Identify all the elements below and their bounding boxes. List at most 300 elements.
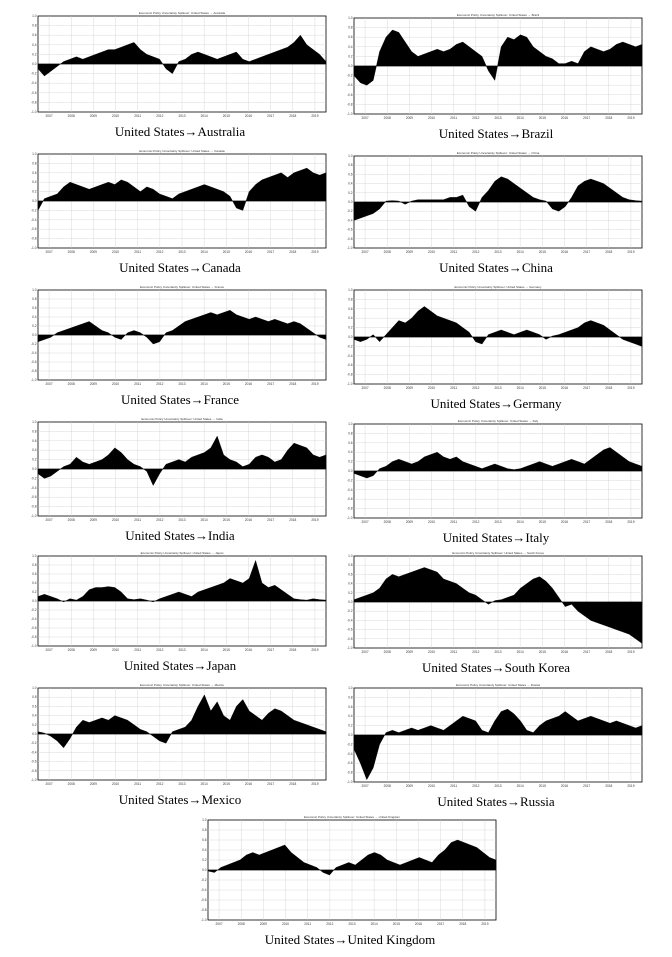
caption-australia [30, 124, 330, 140]
y-tick-label: 0.4 [348, 316, 353, 321]
x-tick-label: 2016 [560, 650, 569, 654]
y-tick-label: -0.2 [31, 608, 37, 612]
y-tick-label: 0.2 [32, 590, 37, 594]
y-tick-label: -0.4 [347, 218, 353, 223]
x-tick-label: 2007 [361, 784, 369, 788]
y-tick-label: -0.4 [31, 81, 37, 86]
x-tick-label: 2011 [450, 116, 458, 120]
x-tick-label: 2010 [427, 386, 436, 390]
y-tick-label: 0.6 [32, 33, 37, 38]
x-tick-label: 2012 [472, 250, 480, 254]
x-tick-label: 2016 [244, 648, 253, 652]
chart-title: Economic Policy Uncertainty Spillover: United States → India [141, 417, 223, 421]
x-tick-label: 2016 [244, 382, 253, 386]
x-tick-label: 2013 [494, 116, 502, 120]
y-tick-label: -1.0 [31, 778, 37, 782]
caption-source: United States [421, 660, 492, 675]
x-tick-label: 2015 [222, 382, 230, 386]
y-tick-label: 0.0 [202, 868, 207, 872]
x-tick-label: 2014 [516, 250, 524, 254]
x-tick-label: 2011 [450, 250, 458, 254]
x-tick-label: 2017 [583, 520, 591, 524]
y-tick-label: 0.6 [202, 838, 207, 842]
x-tick-label: 2011 [450, 650, 458, 654]
x-tick-label: 2010 [427, 650, 436, 654]
caption-target: India [207, 528, 235, 543]
y-tick-label: -0.6 [347, 497, 353, 502]
x-tick-label: 2009 [405, 650, 413, 654]
x-tick-label: 2012 [156, 114, 164, 118]
y-tick-label: 1.0 [348, 16, 353, 20]
y-tick-label: -0.4 [347, 83, 353, 88]
caption-japan [30, 658, 330, 674]
x-tick-label: 2014 [516, 784, 524, 788]
x-tick-label: 2018 [605, 386, 613, 390]
caption-arrow: → [193, 658, 207, 673]
y-tick-label: -0.2 [31, 741, 37, 746]
x-tick-label: 2014 [516, 386, 524, 390]
y-tick-label: 0.6 [348, 35, 353, 40]
x-tick-label: 2019 [627, 116, 635, 120]
y-tick-label: -1.0 [31, 514, 37, 518]
x-tick-label: 2015 [538, 650, 546, 654]
chart-title: Economic Policy Uncertainty Spillover: United States → Brazil [456, 13, 540, 17]
x-tick-label: 2011 [134, 250, 142, 254]
caption-target: China [521, 260, 553, 275]
y-tick-label: 0.2 [32, 324, 37, 328]
y-tick-label: -0.6 [31, 626, 37, 630]
chart-title: Economic Policy Uncertainty Spillover: United States → Australia [138, 11, 226, 15]
caption-source: United States [114, 124, 185, 139]
x-tick-label: 2010 [111, 114, 120, 118]
x-tick-label: 2016 [560, 386, 569, 390]
panel-japan [30, 548, 330, 678]
y-tick-label: -0.6 [347, 92, 353, 97]
x-tick-label: 2008 [67, 114, 75, 118]
caption-target: Canada [201, 260, 241, 275]
caption-france [30, 392, 330, 408]
y-tick-label: 1.0 [32, 554, 37, 558]
y-tick-label: -1.0 [347, 382, 353, 386]
x-tick-label: 2009 [89, 382, 97, 386]
y-tick-label: 0.4 [202, 848, 207, 852]
x-tick-label: 2015 [222, 250, 230, 254]
x-tick-label: 2007 [361, 116, 369, 120]
caption-target: Australia [197, 124, 246, 139]
panel-united-kingdom [200, 812, 500, 952]
x-tick-label: 2007 [215, 922, 223, 926]
x-tick-label: 2018 [289, 518, 297, 522]
chart-svg [346, 10, 646, 124]
caption-india [30, 528, 330, 544]
x-tick-label: 2008 [237, 922, 245, 926]
y-tick-label: -0.6 [347, 627, 353, 632]
caption-target: Japan [206, 658, 237, 673]
caption-italy [346, 530, 646, 546]
x-tick-label: 2013 [348, 922, 356, 926]
chart-svg [346, 282, 646, 394]
y-tick-label: 0.8 [32, 297, 37, 301]
x-tick-label: 2017 [267, 114, 275, 118]
y-tick-label: -0.2 [31, 208, 37, 213]
y-tick-label: -0.8 [347, 102, 353, 107]
caption-source: United States [123, 658, 194, 673]
x-tick-label: 2019 [627, 250, 635, 254]
x-tick-label: 2011 [134, 518, 142, 522]
x-tick-label: 2012 [156, 382, 164, 386]
x-tick-label: 2015 [538, 116, 546, 120]
caption-arrow: → [507, 794, 520, 809]
x-tick-label: 2014 [200, 250, 208, 254]
x-tick-label: 2017 [267, 782, 275, 786]
x-tick-label: 2009 [259, 922, 267, 926]
caption-china [346, 260, 646, 276]
caption-source: United States [442, 530, 513, 545]
x-tick-label: 2007 [361, 650, 369, 654]
chart-svg [30, 548, 330, 656]
x-tick-label: 2010 [111, 518, 120, 522]
x-tick-label: 2015 [538, 386, 546, 390]
y-tick-label: -1.0 [347, 112, 353, 116]
caption-arrow: → [334, 932, 348, 947]
y-tick-label: 0.0 [32, 732, 37, 736]
x-tick-label: 2018 [605, 650, 613, 654]
x-tick-label: 2007 [45, 782, 53, 786]
y-tick-label: 0.8 [32, 161, 37, 166]
y-tick-label: -0.4 [31, 750, 37, 755]
x-tick-label: 2012 [326, 922, 334, 926]
x-tick-label: 2017 [267, 518, 275, 522]
panel-russia [346, 680, 646, 814]
x-tick-label: 2010 [427, 116, 436, 120]
y-tick-label: 1.0 [202, 818, 207, 822]
x-tick-label: 2018 [605, 784, 613, 788]
chart-title: Economic Policy Uncertainty Spillover: United States → China [456, 151, 540, 155]
panel-india [30, 414, 330, 548]
panel-canada [30, 146, 330, 280]
caption-arrow: → [188, 792, 202, 807]
y-tick-label: -0.6 [31, 495, 37, 500]
x-tick-label: 2008 [383, 650, 391, 654]
panel-australia [30, 8, 330, 144]
x-tick-label: 2017 [583, 386, 591, 390]
y-tick-label: 0.8 [348, 25, 353, 30]
x-tick-label: 2015 [538, 520, 546, 524]
x-tick-label: 2017 [437, 922, 445, 926]
x-tick-label: 2013 [178, 782, 186, 786]
y-tick-label: -0.4 [201, 888, 207, 892]
y-tick-label: -0.2 [347, 73, 353, 78]
y-tick-label: 1.0 [348, 154, 353, 158]
x-tick-label: 2018 [605, 520, 613, 524]
x-tick-label: 2012 [156, 250, 164, 254]
x-tick-label: 2009 [89, 648, 97, 652]
y-tick-label: -0.2 [347, 609, 353, 614]
y-tick-label: -0.2 [347, 742, 353, 747]
y-tick-label: -1.0 [31, 246, 37, 250]
x-tick-label: 2008 [383, 520, 391, 524]
x-tick-label: 2009 [89, 782, 97, 786]
x-tick-label: 2014 [200, 518, 208, 522]
x-tick-label: 2012 [472, 386, 480, 390]
y-tick-label: 0.0 [32, 467, 37, 471]
y-tick-label: 0.0 [32, 333, 37, 337]
y-tick-label: -0.4 [31, 617, 37, 621]
caption-target: Italy [525, 530, 550, 545]
x-tick-label: 2019 [311, 648, 319, 652]
y-tick-label: 0.4 [348, 581, 353, 586]
panel-china [346, 148, 646, 280]
y-tick-label: 0.0 [32, 62, 37, 66]
y-tick-label: -0.2 [31, 71, 37, 76]
y-tick-label: -0.6 [31, 90, 37, 95]
caption-arrow: → [500, 396, 514, 411]
y-tick-label: -0.8 [31, 635, 37, 639]
y-tick-label: 0.6 [348, 306, 353, 311]
x-tick-label: 2009 [89, 114, 97, 118]
x-tick-label: 2017 [583, 650, 591, 654]
y-tick-label: -0.8 [347, 770, 353, 775]
x-tick-label: 2014 [200, 648, 208, 652]
x-tick-label: 2014 [516, 520, 524, 524]
panel-france [30, 282, 330, 412]
chart-title: Economic Policy Uncertainty Spillover: United States → Russia [456, 683, 540, 687]
x-tick-label: 2018 [289, 648, 297, 652]
chart-svg [30, 680, 330, 790]
y-tick-label: -0.8 [347, 236, 353, 241]
x-tick-label: 2019 [311, 114, 319, 118]
x-tick-label: 2017 [267, 382, 275, 386]
y-tick-label: -0.8 [31, 100, 37, 105]
y-tick-label: 0.8 [348, 163, 353, 168]
y-tick-label: 0.6 [32, 704, 37, 709]
x-tick-label: 2017 [583, 250, 591, 254]
panel-germany [346, 282, 646, 416]
y-tick-label: 1.0 [32, 288, 37, 292]
y-tick-label: 1.0 [348, 288, 353, 292]
y-tick-label: 0.4 [348, 181, 353, 186]
y-tick-label: 0.6 [32, 572, 37, 576]
caption-source: United States [430, 396, 501, 411]
x-tick-label: 2007 [361, 250, 369, 254]
x-tick-label: 2009 [89, 250, 97, 254]
caption-source: United States [118, 792, 189, 807]
x-tick-label: 2014 [200, 782, 208, 786]
x-tick-label: 2008 [67, 518, 75, 522]
y-tick-label: -0.2 [31, 342, 37, 346]
x-tick-label: 2010 [281, 922, 290, 926]
chart-svg [30, 146, 330, 258]
x-tick-label: 2009 [405, 250, 413, 254]
caption-target: Germany [513, 396, 562, 411]
y-tick-label: 0.4 [348, 44, 353, 49]
y-tick-label: -0.6 [201, 898, 207, 902]
y-tick-label: 0.4 [348, 714, 353, 719]
y-tick-label: 0.2 [348, 54, 353, 59]
y-tick-label: 0.8 [348, 563, 353, 568]
y-tick-label: -0.8 [347, 506, 353, 511]
chart-title: Economic Policy Uncertainty Spillover: United States → Japan [140, 551, 224, 555]
caption-united-kingdom [200, 932, 500, 948]
y-tick-label: 1.0 [348, 686, 353, 690]
x-tick-label: 2008 [67, 382, 75, 386]
caption-arrow: → [508, 260, 522, 275]
caption-target: Brazil [521, 126, 554, 141]
x-tick-label: 2009 [405, 784, 413, 788]
x-tick-label: 2011 [450, 784, 458, 788]
y-tick-label: -1.0 [347, 516, 353, 520]
x-tick-label: 2009 [89, 518, 97, 522]
chart-svg [200, 812, 500, 930]
y-tick-label: 0.6 [348, 572, 353, 577]
caption-target: South Korea [504, 660, 571, 675]
chart-svg [346, 148, 646, 258]
y-tick-label: -0.6 [31, 227, 37, 232]
x-tick-label: 2014 [516, 116, 524, 120]
x-tick-label: 2017 [267, 648, 275, 652]
x-tick-label: 2014 [370, 922, 378, 926]
x-tick-label: 2008 [67, 648, 75, 652]
x-tick-label: 2015 [392, 922, 400, 926]
chart-svg [346, 680, 646, 792]
x-tick-label: 2019 [311, 518, 319, 522]
x-tick-label: 2007 [45, 518, 53, 522]
x-tick-label: 2011 [304, 922, 312, 926]
x-tick-label: 2011 [450, 386, 458, 390]
x-tick-label: 2012 [156, 782, 164, 786]
caption-source: United States [437, 794, 507, 809]
y-tick-label: 1.0 [32, 152, 37, 156]
y-tick-label: -0.8 [31, 768, 37, 773]
y-tick-label: 0.0 [32, 599, 37, 603]
caption-target: France [203, 392, 240, 407]
x-tick-label: 2010 [111, 382, 120, 386]
chart-svg [30, 414, 330, 526]
caption-target: United Kingdom [347, 932, 436, 947]
x-tick-label: 2013 [494, 784, 502, 788]
chart-title: Economic Policy Uncertainty Spillover: United States → Germany [454, 285, 542, 289]
y-tick-label: -0.6 [31, 360, 37, 364]
panel-south-korea [346, 548, 646, 680]
y-tick-label: -0.8 [31, 236, 37, 241]
x-tick-label: 2018 [289, 250, 297, 254]
x-tick-label: 2015 [222, 782, 230, 786]
chart-title: Economic Policy Uncertainty Spillover: United States → South Korea [452, 551, 544, 555]
x-tick-label: 2010 [427, 784, 436, 788]
y-tick-label: 0.8 [32, 563, 37, 567]
x-tick-label: 2012 [156, 648, 164, 652]
caption-source: United States [439, 260, 509, 275]
chart-title: Economic Policy Uncertainty Spillover: United States → United Kingdom [303, 815, 401, 819]
x-tick-label: 2013 [178, 382, 186, 386]
x-tick-label: 2012 [472, 650, 480, 654]
y-tick-label: -0.8 [201, 908, 207, 912]
y-tick-label: -0.2 [347, 344, 353, 349]
x-tick-label: 2018 [289, 782, 297, 786]
panel-brazil [346, 10, 646, 146]
caption-arrow: → [188, 260, 202, 275]
y-tick-label: 0.2 [348, 459, 353, 464]
x-tick-label: 2007 [45, 250, 53, 254]
caption-brazil [346, 126, 646, 142]
y-tick-label: 1.0 [32, 14, 37, 18]
x-tick-label: 2019 [481, 922, 489, 926]
x-tick-label: 2014 [200, 114, 208, 118]
y-tick-label: 0.2 [32, 722, 37, 727]
x-tick-label: 2015 [222, 114, 230, 118]
y-tick-label: 0.6 [32, 170, 37, 175]
y-tick-label: -1.0 [347, 246, 353, 250]
x-tick-label: 2017 [267, 250, 275, 254]
y-tick-label: -0.2 [347, 478, 353, 483]
x-tick-label: 2008 [383, 386, 391, 390]
y-tick-label: -0.6 [347, 363, 353, 368]
y-tick-label: -1.0 [347, 780, 353, 784]
caption-target: Russia [520, 794, 555, 809]
y-tick-label: -1.0 [347, 646, 353, 650]
y-tick-label: 0.6 [32, 438, 37, 443]
caption-mexico [30, 792, 330, 808]
x-tick-label: 2012 [472, 784, 480, 788]
y-tick-label: 0.2 [32, 189, 37, 194]
x-tick-label: 2013 [494, 520, 502, 524]
x-tick-label: 2010 [111, 250, 120, 254]
x-tick-label: 2016 [560, 250, 569, 254]
y-tick-label: 0.4 [32, 713, 37, 718]
x-tick-label: 2007 [45, 648, 53, 652]
caption-source: United States [125, 528, 195, 543]
y-tick-label: -0.8 [347, 636, 353, 641]
caption-arrow: → [194, 528, 208, 543]
x-tick-label: 2015 [538, 784, 546, 788]
chart-title: Economic Policy Uncertainty Spillover: United States → Mexico [139, 683, 225, 687]
x-tick-label: 2016 [244, 782, 253, 786]
y-tick-label: 0.6 [32, 306, 37, 310]
x-tick-label: 2010 [111, 782, 120, 786]
panel-mexico [30, 680, 330, 812]
y-tick-label: 0.4 [32, 180, 37, 185]
y-tick-label: 0.0 [32, 199, 37, 203]
panel-italy [346, 416, 646, 550]
y-tick-label: -0.6 [31, 759, 37, 764]
y-tick-label: 0.8 [32, 429, 37, 434]
x-tick-label: 2009 [405, 116, 413, 120]
x-tick-label: 2008 [383, 250, 391, 254]
x-tick-label: 2019 [627, 386, 635, 390]
y-tick-label: 0.6 [348, 440, 353, 445]
x-tick-label: 2019 [627, 650, 635, 654]
x-tick-label: 2007 [361, 386, 369, 390]
y-tick-label: -0.4 [31, 485, 37, 490]
x-tick-label: 2019 [311, 382, 319, 386]
x-tick-label: 2017 [583, 784, 591, 788]
caption-arrow: → [184, 124, 198, 139]
y-tick-label: 0.4 [32, 448, 37, 453]
y-tick-label: -0.4 [347, 487, 353, 492]
caption-germany [346, 396, 646, 412]
caption-target: Mexico [201, 792, 242, 807]
x-tick-label: 2012 [472, 116, 480, 120]
y-tick-label: 0.6 [348, 704, 353, 709]
y-tick-label: 0.8 [348, 431, 353, 436]
x-tick-label: 2014 [516, 650, 524, 654]
y-tick-label: 1.0 [348, 554, 353, 558]
y-tick-label: 0.4 [348, 450, 353, 455]
x-tick-label: 2017 [583, 116, 591, 120]
x-tick-label: 2010 [427, 520, 436, 524]
x-tick-label: 2013 [178, 518, 186, 522]
y-tick-label: -0.4 [347, 353, 353, 358]
